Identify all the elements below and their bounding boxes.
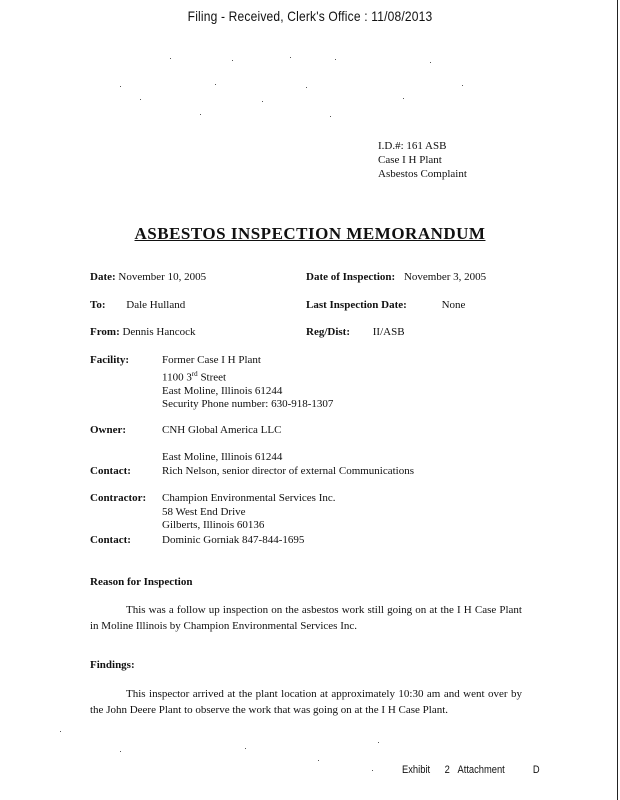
scan-speck bbox=[140, 99, 141, 100]
date-value: November 10, 2005 bbox=[118, 271, 207, 283]
inspection-date-label: Date of Inspection: bbox=[306, 271, 396, 283]
scan-speck bbox=[372, 770, 373, 771]
scan-speck bbox=[60, 731, 61, 732]
scan-speck bbox=[120, 751, 121, 752]
scan-speck bbox=[318, 760, 319, 761]
contractor-city: Gilberts, Illinois 60136 bbox=[162, 519, 265, 531]
scan-speck bbox=[403, 98, 404, 99]
owner-label: Owner: bbox=[90, 424, 127, 436]
contractor-contact-value: Dominic Gorniak 847-844-1695 bbox=[162, 534, 305, 546]
contractor-label: Contractor: bbox=[90, 492, 147, 504]
owner-city: East Moline, Illinois 61244 bbox=[162, 451, 283, 463]
scan-speck bbox=[306, 87, 307, 88]
scan-speck bbox=[200, 114, 201, 115]
memo-title: ASBESTOS INSPECTION MEMORANDUM bbox=[134, 224, 486, 243]
scan-speck bbox=[330, 116, 331, 117]
scan-speck bbox=[262, 101, 263, 102]
exhibit-stamp bbox=[402, 764, 540, 776]
reason-paragraph bbox=[90, 602, 522, 634]
facility-name: Former Case I H Plant bbox=[162, 354, 261, 366]
owner-name: CNH Global America LLC bbox=[162, 424, 282, 436]
date-label: Date: bbox=[90, 271, 116, 283]
attachment-label: Attachment bbox=[457, 764, 505, 776]
inspection-date-value: November 3, 2005 bbox=[403, 271, 487, 283]
findings-heading: Findings: bbox=[90, 659, 135, 671]
memo-to-row bbox=[90, 299, 185, 311]
filing-stamp: Filing - Received, Clerk's Office : 11/08/2013 bbox=[187, 8, 433, 24]
last-inspection-label: Last Inspection Date: bbox=[306, 299, 407, 311]
memo-date-row bbox=[90, 271, 206, 283]
facility-phone: Security Phone number: 630-918-1307 bbox=[162, 398, 334, 411]
memo-from-row bbox=[90, 326, 196, 338]
scan-speck bbox=[215, 84, 216, 85]
case-id-block bbox=[378, 139, 467, 181]
scan-speck bbox=[232, 60, 233, 61]
contractor-address bbox=[162, 492, 336, 533]
scan-speck bbox=[290, 57, 291, 58]
from-value: Dennis Hancock bbox=[122, 326, 196, 338]
from-label: From: bbox=[90, 326, 120, 338]
last-inspection-row bbox=[306, 299, 465, 311]
exhibit-number: 2 bbox=[444, 764, 450, 776]
facility-street bbox=[162, 368, 333, 385]
attachment-letter: D bbox=[532, 764, 540, 776]
facility-street-suffix: rd bbox=[191, 369, 198, 378]
scan-speck bbox=[430, 62, 431, 63]
exhibit-label: Exhibit bbox=[402, 764, 431, 776]
case-name: Case I H Plant bbox=[378, 154, 442, 166]
scan-speck bbox=[245, 748, 246, 749]
regdist-row bbox=[306, 326, 405, 338]
last-inspection-value: None bbox=[441, 299, 466, 311]
contractor-street: 58 West End Drive bbox=[162, 505, 246, 518]
scan-speck bbox=[120, 86, 121, 87]
to-label: To: bbox=[90, 299, 106, 311]
scan-speck bbox=[335, 59, 336, 60]
scan-speck bbox=[170, 58, 171, 59]
facility-street-number: 1100 3 bbox=[162, 371, 192, 384]
findings-text: This inspector arrived at the plant location at approximately 10:30 am and went over by the John Deere Plant to observe the work that was going on at the I H Case Plant. bbox=[90, 688, 522, 716]
scan-speck bbox=[462, 85, 463, 86]
case-type: Asbestos Complaint bbox=[378, 168, 467, 180]
owner-contact-label: Contact: bbox=[90, 465, 131, 477]
reason-text: This was a follow up inspection on the asbestos work still going on at the I H Case Plant in Moline Illinois by Champion Environmental Services Inc. bbox=[90, 604, 522, 632]
contractor-name: Champion Environmental Services Inc. bbox=[162, 492, 336, 504]
contractor-contact-label: Contact: bbox=[90, 534, 131, 546]
reason-heading: Reason for Inspection bbox=[90, 576, 193, 588]
facility-city: East Moline, Illinois 61244 bbox=[162, 384, 283, 397]
page-edge-line bbox=[617, 0, 618, 800]
regdist-value: II/ASB bbox=[372, 326, 405, 338]
findings-paragraph bbox=[90, 686, 522, 718]
case-id: I.D.#: 161 ASB bbox=[378, 140, 447, 152]
facility-label: Facility: bbox=[90, 354, 130, 366]
owner-contact-value: Rich Nelson, senior director of external Communications bbox=[162, 465, 415, 477]
scan-speck bbox=[378, 742, 379, 743]
facility-address bbox=[162, 354, 333, 412]
facility-street-name: Street bbox=[197, 371, 227, 384]
regdist-label: Reg/Dist: bbox=[306, 326, 350, 338]
to-value: Dale Hulland bbox=[126, 299, 186, 311]
inspection-date-row bbox=[306, 271, 486, 283]
